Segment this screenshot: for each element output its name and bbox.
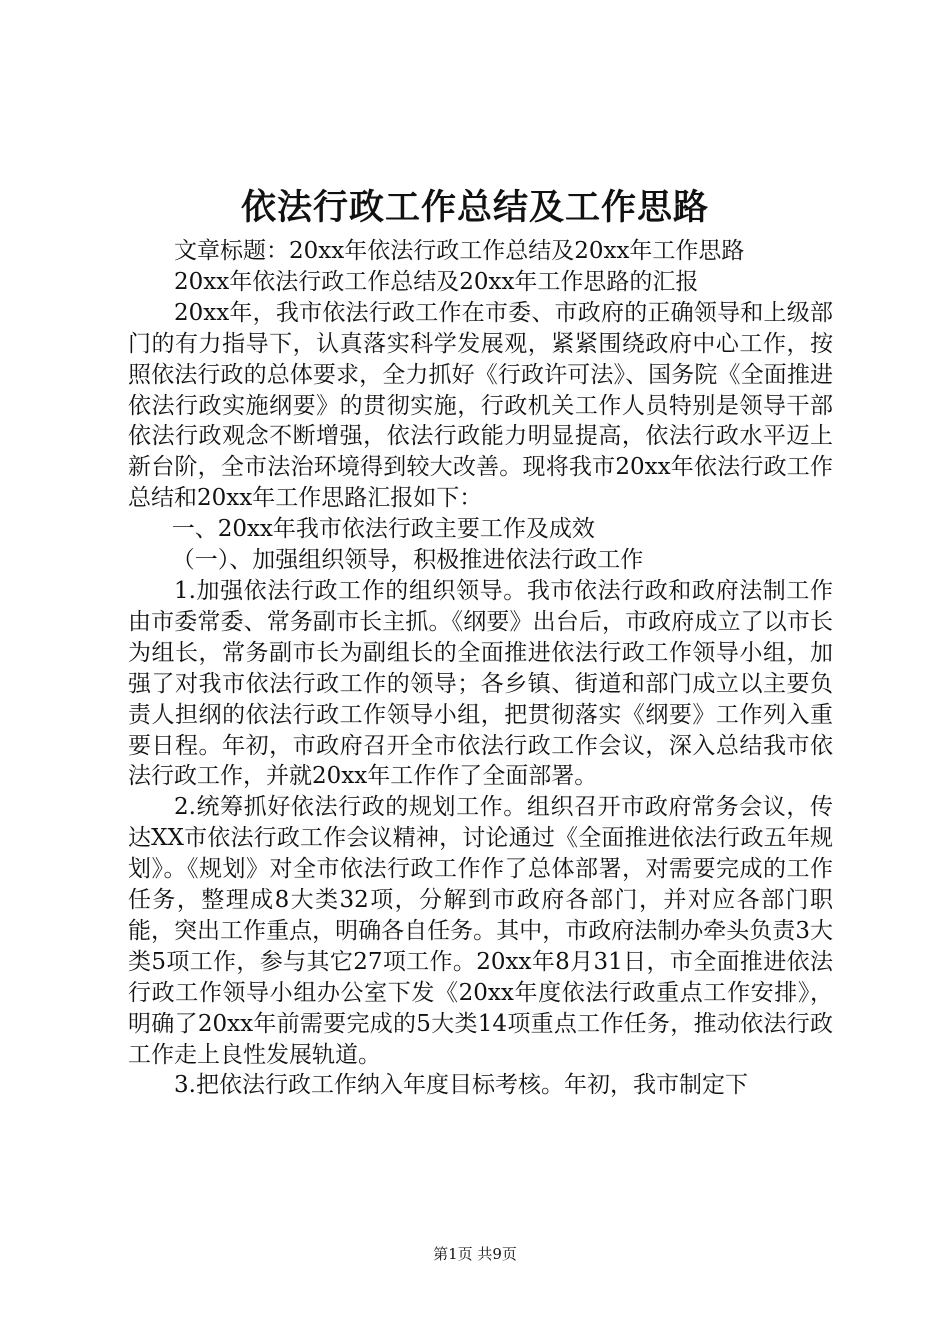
- item-paragraph-1: 1.加强依法行政工作的组织领导。我市依法行政和政府法制工作由市委常委、常务副市长主抓。《纲要》出台后，市政府成立了以市长为组长，常务副市长为副组长的全面推进依法行政工作领导小组，加强了对我市依法行政工作的领导；各乡镇、街道和部门成立以主要负责人担纲的依法行政工作领导小组，把贯彻落实《纲要》工作列入重要日程。年初，市政府召开全市依法行政工作会议，深入总结我市依法行政工作，并就20xx年工作作了全面部署。: [128, 577, 833, 790]
- document-body: [128, 236, 833, 1101]
- section-heading: 一、20xx年我市依法行政主要工作及成效: [171, 516, 595, 543]
- page-footer: 第1页 共9页: [433, 1245, 517, 1263]
- item-paragraph-2: 2.统筹抓好依法行政的规划工作。组织召开市政府常务会议，传达XX市依法行政工作会议精神，讨论通过《全面推进依法行政五年规划》。《规划》对全市依法行政工作作了总体部署，对需要完成的工作任务，整理成8大类32项，分解到市政府各部门，并对应各部门职能，突出工作重点，明确各自任务。其中，市政府法制办牵头负责3大类5项工作，参与其它27项工作。20xx年8月31日，市全面推进依法行政工作领导小组办公室下发《20xx年度依法行政重点工作安排》，明确了20xx年前需要完成的5大类14项重点工作任务，推动依法行政工作走上良性发展轨道。: [128, 794, 833, 1068]
- subsection-heading: （一）、加强组织领导，积极推进依法行政工作: [171, 547, 644, 574]
- intro-paragraph: 20xx年，我市依法行政工作在市委、市政府的正确领导和上级部门的有力指导下，认真落实科学发展观，紧紧围绕政府中心工作，按照依法行政的总体要求，全力抓好《行政许可法》、国务院《全面推进依法行政实施纲要》的贯彻实施，行政机关工作人员特别是领导干部依法行政观念不断增强，依法行政能力明显提高，依法行政水平迈上新台阶，全市法治环境得到较大改善。现将我市20xx年依法行政工作总结和20xx年工作思路汇报如下：: [128, 299, 833, 512]
- report-subtitle: 20xx年依法行政工作总结及20xx年工作思路的汇报: [174, 268, 699, 295]
- article-title-line: 文章标题：20xx年依法行政工作总结及20xx年工作思路: [174, 238, 745, 264]
- item-paragraph-3: 3.把依法行政工作纳入年度目标考核。年初，我市制定下: [174, 1072, 748, 1099]
- page-title: 依法行政工作总结及工作思路: [240, 187, 709, 228]
